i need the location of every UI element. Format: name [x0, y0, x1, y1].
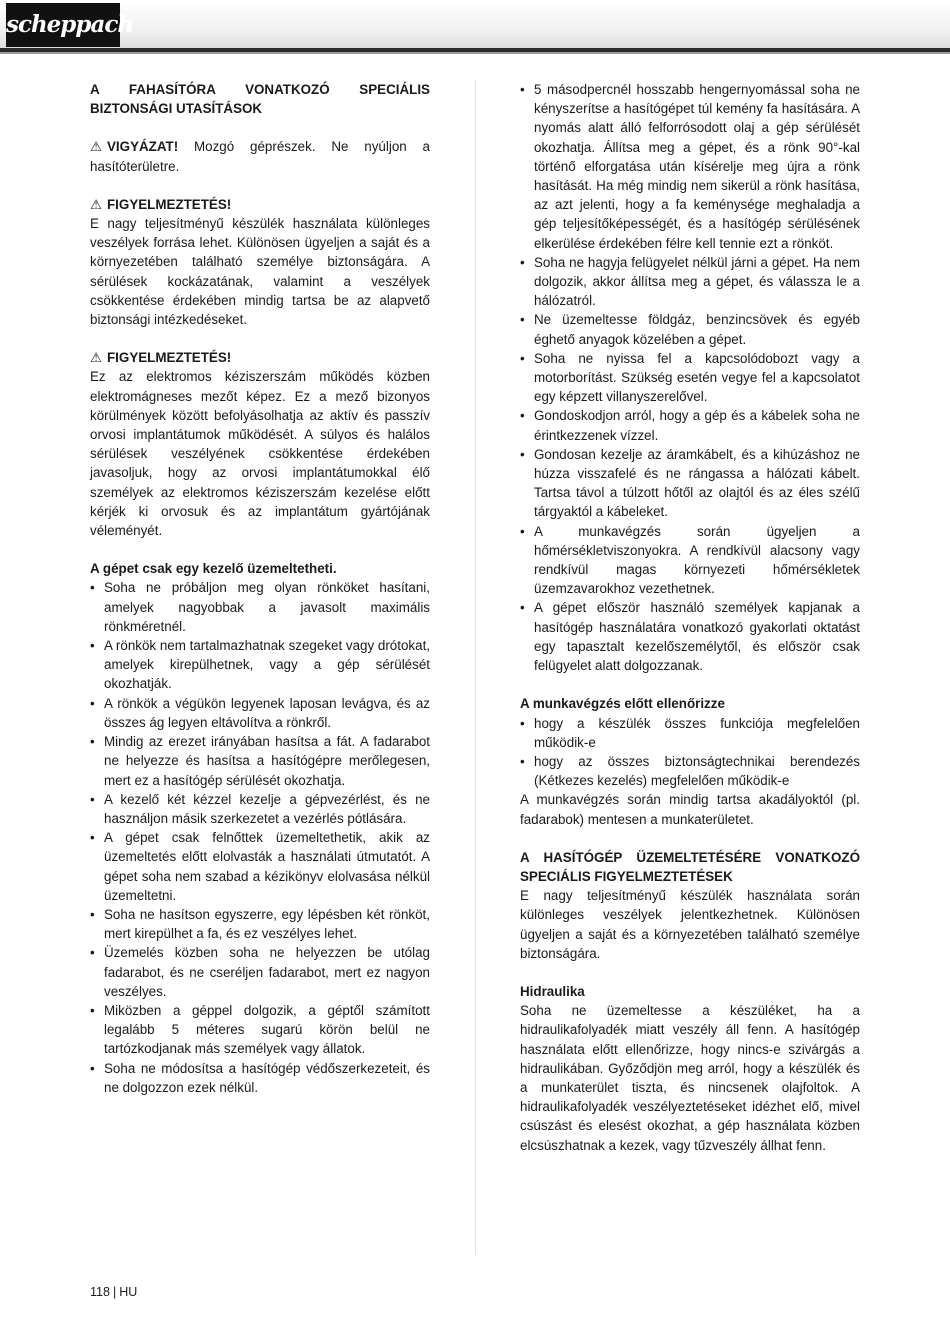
warning2-label-line [90, 348, 430, 367]
warning1-text: E nagy teljesítményű készülék használata különleges veszélyek forrása lehet. Különösen ügyeljen a saját és a környezetében található személye biztonságára. A sérülések kockázatának, valamint a veszélyek csökkentése érdekében mindig tartsa be az alapvető biztonsági intézkedéseket. [90, 216, 430, 328]
list-item: • Mindig az erezet irányában hasítsa a fát. A fadarabot ne helyezze és hasítsa a hasítógépre merőlegesen, mert ez a hasítógép sérülését okozhatja. [90, 732, 430, 790]
list-item: • Soha ne módosítsa a hasítógép védőszerkezeteit, és ne dolgozzon ezek nélkül. [90, 1059, 430, 1097]
check-text: A munkavégzés során mindig tartsa akadályoktól (pl. fadarabok) mentesen a munkaterületet. [520, 792, 860, 827]
splitter-text: E nagy teljesítményű készülék használata során különleges veszélyek jelentkezhetnek. Különösen ügyeljen a saját és a környezetében található személye biztonságára. [520, 888, 860, 961]
list-item: • A rönkök a végükön legyenek laposan levágva, és az összes ág legyen eltávolítva a rönkről. [90, 694, 430, 732]
section-heading-splitter: A HASÍTÓGÉP ÜZEMELTETÉSÉRE VONATKOZÓ SPECIÁLIS FIGYELMEZTETÉSEK [520, 849, 860, 884]
hydraulics-text: Soha ne üzemeltesse a készüléket, ha a hidraulikafolyadék miatt veszély áll fenn. A hasítógép használata előtt ellenőrizze, hogy nincs-e szivárgás a hidraulikában. Győződjön meg arról, hogy a készülék és a munkaterület tiszta, és nincsenek olajfoltok. A hidraulikafolyadék veszélyeztetéseket idézhet elő, mivel csúszást és elesést okozhat, a gép használata közben elcsúszhatnak a kezek, vagy tűzveszély állhat fenn. [520, 1003, 860, 1153]
warning2-text: Ez az elektromos kéziszerszám működés közben elektromágneses mezőt képez. Ez a mező bizonyos körülmények között befolyásolhatja az aktív és passzív orvosi implantátumok működését. A súlyos és halálos sérülések veszélyének csökkentése érdekében javasoljuk, hogy az orvosi implantátumokkal élő személyek az elektromos kéziszerszám kezelése előtt kérjék ki orvosuk és az implantátum gyártójának véleményét. [90, 369, 430, 539]
warning-triangle-icon: ⚠ [90, 139, 103, 155]
list-item: • Soha ne próbáljon meg olyan rönköket hasítani, amelyek nagyobbak a javasolt maximális rönkméretnél. [90, 578, 430, 636]
check-bullet-list [520, 714, 860, 791]
warning1-label-line [90, 195, 430, 214]
section-heading-safety: A FAHASÍTÓRA VONATKOZÓ SPECIÁLIS BIZTONSÁGI UTASÍTÁSOK [90, 82, 430, 117]
scheppach-logo: scheppach [6, 3, 120, 47]
list-item: • Soha ne hasítson egyszerre, egy lépésben két rönköt, mert kirepülhet a fa, és ez veszélyes lehet. [90, 905, 430, 943]
list-item: • A gépet csak felnőttek üzemeltethetik, akik az üzemeltetés előtt elolvasták a használati útmutatót. A gépet soha nem szabad a kézikönyv elolvasása nélkül üzemeltetni. [90, 828, 430, 905]
list-item: • A munkavégzés során ügyeljen a hőmérsékletviszonyokra. A rendkívül alacsony vagy rendkívül magas környezeti hőmérsékletek üzemzavarokhoz vezethetnek. [520, 522, 860, 599]
caution-paragraph [90, 137, 430, 175]
list-item: • 5 másodpercnél hosszabb hengernyomással soha ne kényszerítse a hasítógépet túl kemény fa hasítására. A nyomás alatt álló felforrósodott olaj a gép sérülését okozhatja. Állítsa meg a gépet, és a rönk 90°-kal történő elforgatása után kísérelje meg újra a rönk hasítását. Ha még mindig nem sikerül a rönk hasítása, az azt jelenti, hogy a fa keménysége meghaladja a gép teljesítőképességét, és a hasítógép sérülésének elkerülése érdekében félre kell tennie ezt a rönköt. [520, 80, 860, 253]
list-item: • Üzemelés közben soha ne helyezzen be utólag fadarabot, és ne cseréljen fadarabot, mert ez nagyon veszélyes. [90, 943, 430, 1001]
list-item: • A rönkök nem tartalmazhatnak szegeket vagy drótokat, amelyek kirepülhetnek, vagy a gép sérülését okozhatják. [90, 636, 430, 694]
hydraulics-heading: Hidraulika [520, 983, 585, 999]
check-heading: A munkavégzés előtt ellenőrizze [520, 696, 725, 712]
warning-triangle-icon: ⚠ [90, 350, 103, 366]
list-item: • A gépet először használó személyek kapjanak a hasítógép használatára vonatkozó gyakorlati oktatást egy tapasztalt kezelőszemélytől, és először csak felügyelet alatt dolgozzanak. [520, 598, 860, 675]
list-item: • A kezelő két kézzel kezelje a gépvezérlést, és ne használjon másik szerkezetet a vezérlés pótlására. [90, 790, 430, 828]
language-code: HU [119, 1285, 138, 1299]
right-bullet-list [520, 80, 860, 675]
warning-triangle-icon: ⚠ [90, 196, 103, 212]
header-rule-shadow [0, 52, 950, 54]
left-bullet-list [90, 578, 430, 1096]
list-item: • Gondoskodjon arról, hogy a gép és a kábelek soha ne érintkezzenek vízzel. [520, 406, 860, 444]
warning1-label: FIGYELMEZTETÉS! [107, 196, 232, 212]
caution-text: Mozgó géprészek. Ne nyúljon a hasítóterületre. [90, 139, 430, 174]
page-number: 118 [90, 1285, 110, 1299]
list-item: • hogy az összes biztonságtechnikai berendezés (Kétkezes kezelés) megfelelően működik-e [520, 752, 860, 790]
list-item: • Miközben a géppel dolgozik, a géptől számított legalább 5 méteres sugarú körön belül ne tartózkodjanak más személyek vagy állatok. [90, 1001, 430, 1059]
warning2-label: FIGYELMEZTETÉS! [107, 350, 232, 366]
right-column [520, 80, 860, 1155]
left-column [90, 80, 430, 1097]
list-item: • Ne üzemeltesse földgáz, benzincsövek és egyéb éghető anyagok közelében a gépet. [520, 310, 860, 348]
caution-label: VIGYÁZAT! [107, 139, 179, 155]
page-header [0, 0, 950, 50]
column-divider [475, 80, 476, 1255]
list-item: • Soha ne hagyja felügyelet nélkül járni a gépet. Ha nem dolgozik, akkor állítsa meg a gépet, és válassza le a hálózatról. [520, 253, 860, 311]
list-item: • hogy a készülék összes funkciója megfelelően működik-e [520, 714, 860, 752]
operator-heading: A gépet csak egy kezelő üzemeltetheti. [90, 561, 337, 577]
page-footer: 118 | HU [90, 1285, 138, 1299]
list-item: • Gondosan kezelje az áramkábelt, és a kihúzáshoz ne húzza visszafelé és ne rángassa a hálózati kábelt. Tartsa távol a túlzott hőtől az olajtól és az éles szélű tárgyaktól a kábeleket. [520, 445, 860, 522]
list-item: • Soha ne nyissa fel a kapcsolódobozt vagy a motorborítást. Szükség esetén vegye fel a kapcsolatot egy képzett villanyszerelővel. [520, 349, 860, 407]
